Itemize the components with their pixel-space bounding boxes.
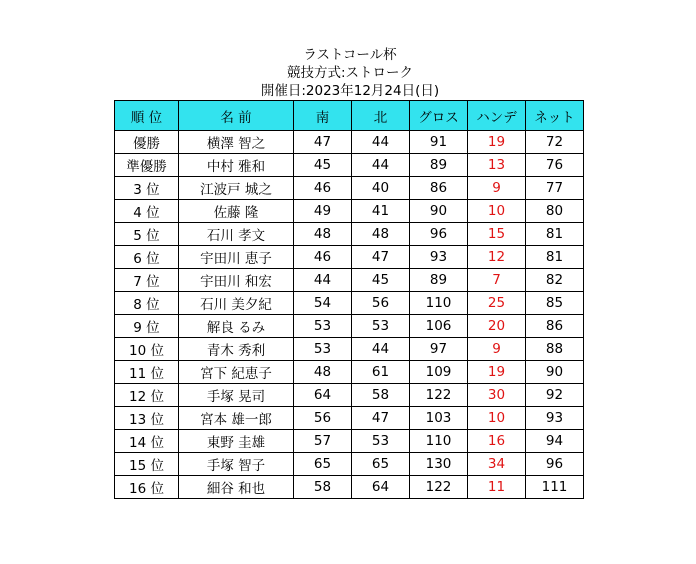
south-score-cell: 64 — [294, 384, 352, 407]
north-score-cell: 53 — [352, 315, 410, 338]
south-score-cell: 44 — [294, 269, 352, 292]
player-name-cell: 青木 秀利 — [179, 338, 294, 361]
rank-cell: 4 位 — [115, 200, 179, 223]
rank-cell: 15 位 — [115, 453, 179, 476]
table-row — [115, 223, 584, 246]
rank-cell: 13 位 — [115, 407, 179, 430]
gross-score-cell: 91 — [410, 131, 468, 154]
net-score-cell: 86 — [526, 315, 584, 338]
north-score-cell: 53 — [352, 430, 410, 453]
net-score-cell: 92 — [526, 384, 584, 407]
net-score-cell: 76 — [526, 154, 584, 177]
handicap-cell: 16 — [468, 430, 526, 453]
handicap-cell: 13 — [468, 154, 526, 177]
north-score-cell: 56 — [352, 292, 410, 315]
net-score-cell: 85 — [526, 292, 584, 315]
net-score-cell: 111 — [526, 476, 584, 499]
table-row — [115, 246, 584, 269]
gross-score-cell: 106 — [410, 315, 468, 338]
table-row — [115, 315, 584, 338]
player-name-cell: 佐藤 隆 — [179, 200, 294, 223]
gross-score-cell: 97 — [410, 338, 468, 361]
rank-cell: 準優勝 — [115, 154, 179, 177]
table-row — [115, 292, 584, 315]
north-score-cell: 64 — [352, 476, 410, 499]
handicap-cell: 12 — [468, 246, 526, 269]
column-header-net: ネット — [526, 101, 584, 131]
rank-cell: 14 位 — [115, 430, 179, 453]
table-row — [115, 131, 584, 154]
handicap-cell: 25 — [468, 292, 526, 315]
north-score-cell: 65 — [352, 453, 410, 476]
table-row — [115, 430, 584, 453]
column-header-south: 南 — [294, 101, 352, 131]
south-score-cell: 53 — [294, 338, 352, 361]
gross-score-cell: 110 — [410, 430, 468, 453]
south-score-cell: 53 — [294, 315, 352, 338]
south-score-cell: 65 — [294, 453, 352, 476]
table-row — [115, 177, 584, 200]
gross-score-cell: 86 — [410, 177, 468, 200]
gross-score-cell: 96 — [410, 223, 468, 246]
north-score-cell: 48 — [352, 223, 410, 246]
competition-format: 競技方式:ストローク — [286, 65, 414, 81]
net-score-cell: 93 — [526, 407, 584, 430]
gross-score-cell: 130 — [410, 453, 468, 476]
table-row — [115, 453, 584, 476]
gross-score-cell: 103 — [410, 407, 468, 430]
north-score-cell: 58 — [352, 384, 410, 407]
table-row — [115, 476, 584, 499]
south-score-cell: 57 — [294, 430, 352, 453]
player-name-cell: 石川 美夕紀 — [179, 292, 294, 315]
rank-cell: 16 位 — [115, 476, 179, 499]
net-score-cell: 88 — [526, 338, 584, 361]
net-score-cell: 72 — [526, 131, 584, 154]
net-score-cell: 81 — [526, 246, 584, 269]
gross-score-cell: 90 — [410, 200, 468, 223]
north-score-cell: 45 — [352, 269, 410, 292]
net-score-cell: 82 — [526, 269, 584, 292]
south-score-cell: 45 — [294, 154, 352, 177]
south-score-cell: 46 — [294, 246, 352, 269]
north-score-cell: 47 — [352, 246, 410, 269]
south-score-cell: 49 — [294, 200, 352, 223]
north-score-cell: 44 — [352, 338, 410, 361]
net-score-cell: 96 — [526, 453, 584, 476]
south-score-cell: 56 — [294, 407, 352, 430]
table-row — [115, 338, 584, 361]
tournament-title: ラストコール杯 — [303, 47, 397, 63]
gross-score-cell: 93 — [410, 246, 468, 269]
handicap-cell: 7 — [468, 269, 526, 292]
rank-cell: 12 位 — [115, 384, 179, 407]
south-score-cell: 47 — [294, 131, 352, 154]
player-name-cell: 東野 圭雄 — [179, 430, 294, 453]
player-name-cell: 石川 孝文 — [179, 223, 294, 246]
south-score-cell: 54 — [294, 292, 352, 315]
rank-cell: 7 位 — [115, 269, 179, 292]
handicap-cell: 10 — [468, 200, 526, 223]
net-score-cell: 90 — [526, 361, 584, 384]
south-score-cell: 48 — [294, 361, 352, 384]
north-score-cell: 61 — [352, 361, 410, 384]
player-name-cell: 江波戸 城之 — [179, 177, 294, 200]
handicap-cell: 30 — [468, 384, 526, 407]
gross-score-cell: 110 — [410, 292, 468, 315]
rank-cell: 5 位 — [115, 223, 179, 246]
handicap-cell: 9 — [468, 338, 526, 361]
north-score-cell: 47 — [352, 407, 410, 430]
document-header — [114, 46, 586, 100]
net-score-cell: 80 — [526, 200, 584, 223]
handicap-cell: 10 — [468, 407, 526, 430]
north-score-cell: 41 — [352, 200, 410, 223]
rank-cell: 9 位 — [115, 315, 179, 338]
column-header-handicap: ハンデ — [468, 101, 526, 131]
player-name-cell: 中村 雅和 — [179, 154, 294, 177]
handicap-cell: 19 — [468, 361, 526, 384]
results-body — [115, 131, 584, 499]
table-row — [115, 407, 584, 430]
results-table — [114, 100, 584, 499]
player-name-cell: 宇田川 恵子 — [179, 246, 294, 269]
gross-score-cell: 89 — [410, 154, 468, 177]
rank-cell: 11 位 — [115, 361, 179, 384]
net-score-cell: 77 — [526, 177, 584, 200]
column-header-north: 北 — [352, 101, 410, 131]
south-score-cell: 48 — [294, 223, 352, 246]
north-score-cell: 44 — [352, 131, 410, 154]
player-name-cell: 横澤 智之 — [179, 131, 294, 154]
table-row — [115, 269, 584, 292]
table-row — [115, 384, 584, 407]
player-name-cell: 手塚 智子 — [179, 453, 294, 476]
player-name-cell: 細谷 和也 — [179, 476, 294, 499]
rank-cell: 優勝 — [115, 131, 179, 154]
player-name-cell: 解良 るみ — [179, 315, 294, 338]
header-row — [115, 101, 584, 131]
net-score-cell: 81 — [526, 223, 584, 246]
gross-score-cell: 122 — [410, 476, 468, 499]
player-name-cell: 宮本 雄一郎 — [179, 407, 294, 430]
handicap-cell: 9 — [468, 177, 526, 200]
gross-score-cell: 122 — [410, 384, 468, 407]
rank-cell: 8 位 — [115, 292, 179, 315]
net-score-cell: 94 — [526, 430, 584, 453]
south-score-cell: 58 — [294, 476, 352, 499]
column-header-rank: 順 位 — [115, 101, 179, 131]
handicap-cell: 11 — [468, 476, 526, 499]
column-header-gross: グロス — [410, 101, 468, 131]
handicap-cell: 19 — [468, 131, 526, 154]
north-score-cell: 44 — [352, 154, 410, 177]
rank-cell: 3 位 — [115, 177, 179, 200]
table-row — [115, 154, 584, 177]
north-score-cell: 40 — [352, 177, 410, 200]
handicap-cell: 15 — [468, 223, 526, 246]
player-name-cell: 手塚 晃司 — [179, 384, 294, 407]
south-score-cell: 46 — [294, 177, 352, 200]
rank-cell: 6 位 — [115, 246, 179, 269]
player-name-cell: 宮下 紀恵子 — [179, 361, 294, 384]
column-header-name: 名 前 — [179, 101, 294, 131]
handicap-cell: 34 — [468, 453, 526, 476]
handicap-cell: 20 — [468, 315, 526, 338]
table-row — [115, 361, 584, 384]
rank-cell: 10 位 — [115, 338, 179, 361]
player-name-cell: 宇田川 和宏 — [179, 269, 294, 292]
gross-score-cell: 89 — [410, 269, 468, 292]
event-date: 開催日:2023年12月24日(日) — [260, 83, 440, 99]
table-row — [115, 200, 584, 223]
gross-score-cell: 109 — [410, 361, 468, 384]
